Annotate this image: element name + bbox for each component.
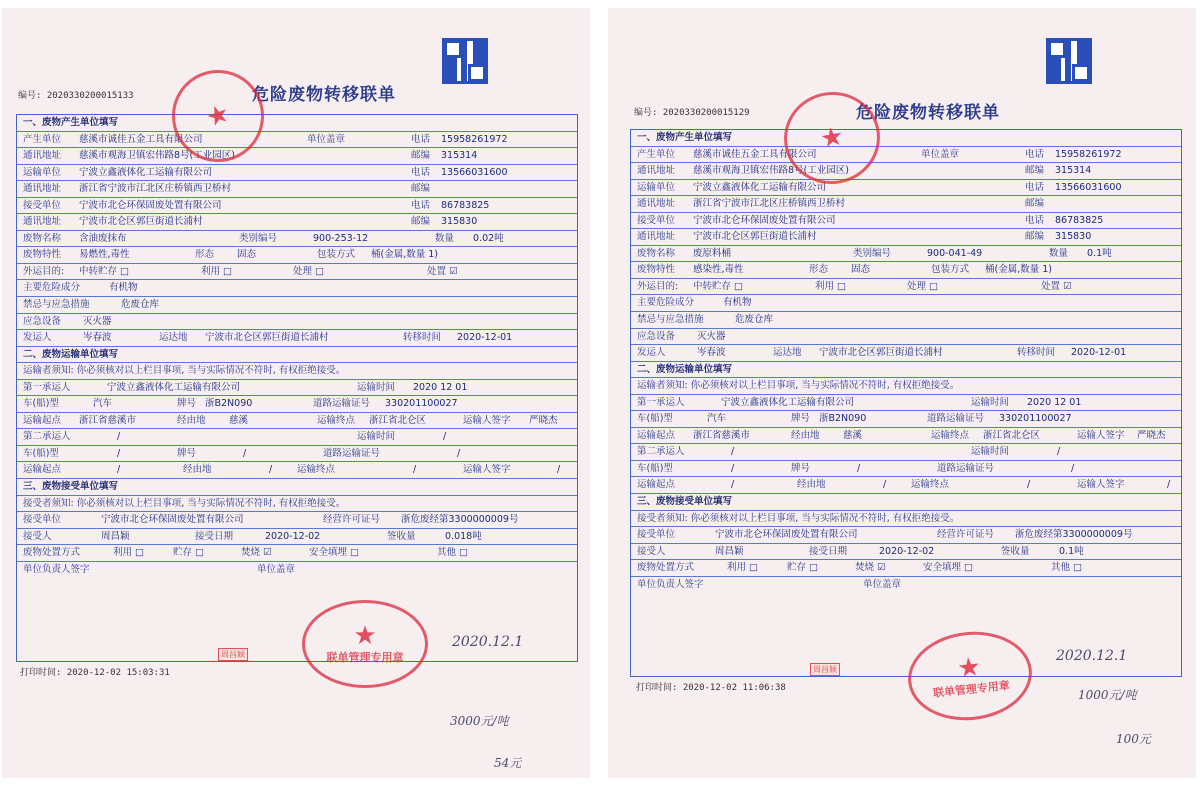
manifest-seal-icon: ★ 联单管理专用章 — [904, 626, 1037, 726]
page-title: 危险废物转移联单 — [252, 85, 396, 105]
row-transport-unit: 运输单位 宁波立鑫液体化工运输有限公司 电话 13566031600 — [17, 165, 577, 182]
seal-star-icon: ★ — [956, 651, 983, 685]
row-first-carrier: 第一承运人 宁波立鑫液体化工运输有限公司 运输时间 2020 12 01 — [17, 380, 577, 397]
section-producer: 一、废物产生单位填写 — [17, 115, 577, 132]
row-transport-address: 通讯地址 浙江省宁波市江北区庄桥镇西卫桥村 邮编 — [631, 196, 1181, 213]
section-receiver: 三、废物接受单位填写 — [631, 494, 1181, 511]
row-disposal-method: 废物处置方式 利用 □ 贮存 □ 焚烧 ☑ 安全填埋 □ 其他 □ — [17, 545, 577, 562]
row-signature: 单位负责人签字 单位盖章 — [637, 578, 902, 590]
row-purpose: 外运目的: 中转贮存 □ 利用 □ 处理 □ 处置 ☑ — [17, 264, 577, 281]
row-second-carrier: 第二承运人 / 运输时间 / — [631, 444, 1181, 461]
row-transport-unit: 运输单位 宁波立鑫液体化工运输有限公司 电话 13566031600 — [631, 180, 1181, 197]
row-route-2: 运输起点 / 经由地 / 运输终点 / 运输人签字 / — [631, 477, 1181, 494]
row-receiver-person: 接受人 周昌颖 接受日期 2020-12-02 签收量 0.1吨 — [631, 544, 1181, 561]
seal-star-icon: ★ — [817, 121, 847, 155]
row-receiver-person: 接受人 周昌颖 接受日期 2020-12-02 签收量 0.018吨 — [17, 529, 577, 546]
row-receiver-address: 通讯地址 宁波市北仑区郭巨街道长浦村 邮编 315830 — [631, 229, 1181, 246]
section-transport: 二、废物运输单位填写 — [17, 347, 577, 364]
section-transport: 二、废物运输单位填写 — [631, 362, 1181, 379]
manifest-form — [16, 114, 578, 662]
handwritten-date: 2020.12.1 — [1056, 648, 1128, 664]
row-transport-address: 通讯地址 浙江省宁波市江北区庄桥镇西卫桥村 邮编 — [17, 181, 577, 198]
row-vehicle: 车(船)型 汽车 牌号 浙B2N090 道路运输证号 330201100027 — [631, 411, 1181, 428]
handwritten-amount: 100元 — [1116, 732, 1151, 746]
row-transport-notice: 运输者须知: 你必须核对以上栏目事项, 当与实际情况不符时, 有权拒绝接受。 — [631, 378, 1181, 395]
row-receiver-address: 通讯地址 宁波市北仑区郭巨街道长浦村 邮编 315830 — [17, 214, 577, 231]
row-route: 运输起点 浙江省慈溪市 经由地 慈溪 运输终点 浙江省北仑区 运输人签字 严晓杰 — [17, 413, 577, 430]
row-emergency: 禁忌与应急措施 危废仓库 — [631, 312, 1181, 329]
seal-star-icon: ★ — [201, 97, 235, 135]
seal-star-icon: ★ — [353, 621, 377, 651]
handwritten-amount: 54元 — [494, 756, 522, 770]
manifest-sheet-left — [2, 8, 590, 778]
serial-number: 编号: 2020330200015129 — [634, 108, 750, 118]
page-title: 危险废物转移联单 — [856, 103, 1000, 123]
row-route: 运输起点 浙江省慈溪市 经由地 慈溪 运输终点 浙江省北仑区 运输人签字 严晓杰 — [631, 428, 1181, 445]
qr-code-icon — [442, 38, 488, 84]
handwritten-price: 3000元/吨 — [450, 714, 509, 728]
row-hazard: 主要危险成分 有机物 — [17, 280, 577, 297]
row-receiver-unit: 接受单位 宁波市北仑环保固废处置有限公司 电话 86783825 — [17, 198, 577, 215]
print-time: 打印时间: 2020-12-02 11:06:38 — [636, 683, 786, 693]
handwritten-date: 2020.12.1 — [452, 634, 524, 650]
row-vehicle-2: 车(船)型 / 牌号 / 道路运输证号 / — [17, 446, 577, 463]
row-producer-unit: 产生单位 慈溪市诚佳五金工具有限公司 单位盖章 电话 15958261972 — [17, 132, 577, 149]
row-receiver-notice: 接受者须知: 你必须核对以上栏目事项, 当与实际情况不符时, 有权拒绝接受。 — [631, 511, 1181, 528]
row-waste-property: 废物特性 感染性,毒性 形态 固态 包装方式 桶(金属,数量 1) — [631, 262, 1181, 279]
manifest-form — [630, 129, 1182, 677]
row-transport-notice: 运输者须知: 你必须核对以上栏目事项, 当与实际情况不符时, 有权拒绝接受。 — [17, 363, 577, 380]
handwritten-price: 1000元/吨 — [1078, 688, 1137, 702]
manifest-sheet-right — [608, 8, 1196, 778]
row-equipment: 应急设备 灭火器 — [17, 314, 577, 331]
section-producer: 一、废物产生单位填写 — [631, 130, 1181, 147]
row-receiver-unit-2: 接受单位 宁波市北仑环保固废处置有限公司 经营许可证号 浙危废经第3300000009号 — [631, 527, 1181, 544]
row-waste-property: 废物特性 易燃性,毒性 形态 固态 包装方式 桶(金属,数量 1) — [17, 247, 577, 264]
name-stamp: 周昌颖 — [810, 663, 840, 676]
row-hazard: 主要危险成分 有机物 — [631, 295, 1181, 312]
row-producer-address: 通讯地址 慈溪市观海卫镇宏伟路8号(工业园区) 邮编 315314 — [17, 148, 577, 165]
row-disposal-method: 废物处置方式 利用 □ 贮存 □ 焚烧 ☑ 安全填埋 □ 其他 □ — [631, 560, 1181, 577]
row-shipper: 发运人 岑春波 运达地 宁波市北仑区郭巨街道长浦村 转移时间 2020-12-01 — [17, 330, 577, 347]
qr-code-icon — [1046, 38, 1092, 84]
row-receiver-unit-2: 接受单位 宁波市北仑环保固废处置有限公司 经营许可证号 浙危废经第3300000009号 — [17, 512, 577, 529]
row-second-carrier: 第二承运人 / 运输时间 / — [17, 429, 577, 446]
serial-number: 编号: 2020330200015133 — [18, 91, 134, 101]
row-purpose: 外运目的: 中转贮存 □ 利用 □ 处理 □ 处置 ☑ — [631, 279, 1181, 296]
row-producer-unit: 产生单位 慈溪市诚佳五金工具有限公司 单位盖章 电话 15958261972 — [631, 147, 1181, 164]
name-stamp: 周昌颖 — [218, 648, 248, 661]
row-first-carrier: 第一承运人 宁波立鑫液体化工运输有限公司 运输时间 2020 12 01 — [631, 395, 1181, 412]
row-waste-name: 废物名称 含油废抹布 类别编号 900-253-12 数量 0.02吨 — [17, 231, 577, 248]
row-signature: 单位负责人签字 单位盖章 — [23, 563, 296, 575]
row-shipper: 发运人 岑春波 运达地 宁波市北仑区郭巨街道长浦村 转移时间 2020-12-01 — [631, 345, 1181, 362]
row-vehicle-2: 车(船)型 / 牌号 / 道路运输证号 / — [631, 461, 1181, 478]
manifest-seal-icon: ★ 联单管理专用章 — [302, 600, 428, 688]
row-waste-name: 废物名称 废原料桶 类别编号 900-041-49 数量 0.1吨 — [631, 246, 1181, 263]
row-vehicle: 车(船)型 汽车 牌号 浙B2N090 道路运输证号 330201100027 — [17, 396, 577, 413]
print-time: 打印时间: 2020-12-02 15:03:31 — [20, 668, 170, 678]
row-receiver-notice: 接受者须知: 你必须核对以上栏目事项, 当与实际情况不符时, 有权拒绝接受。 — [17, 496, 577, 513]
row-producer-address: 通讯地址 慈溪市观海卫镇宏伟路8号(工业园区) 邮编 315314 — [631, 163, 1181, 180]
row-equipment: 应急设备 灭火器 — [631, 329, 1181, 346]
row-route-2: 运输起点 / 经由地 / 运输终点 / 运输人签字 / — [17, 462, 577, 479]
row-emergency: 禁忌与应急措施 危废仓库 — [17, 297, 577, 314]
row-receiver-unit: 接受单位 宁波市北仑环保固废处置有限公司 电话 86783825 — [631, 213, 1181, 230]
section-receiver: 三、废物接受单位填写 — [17, 479, 577, 496]
